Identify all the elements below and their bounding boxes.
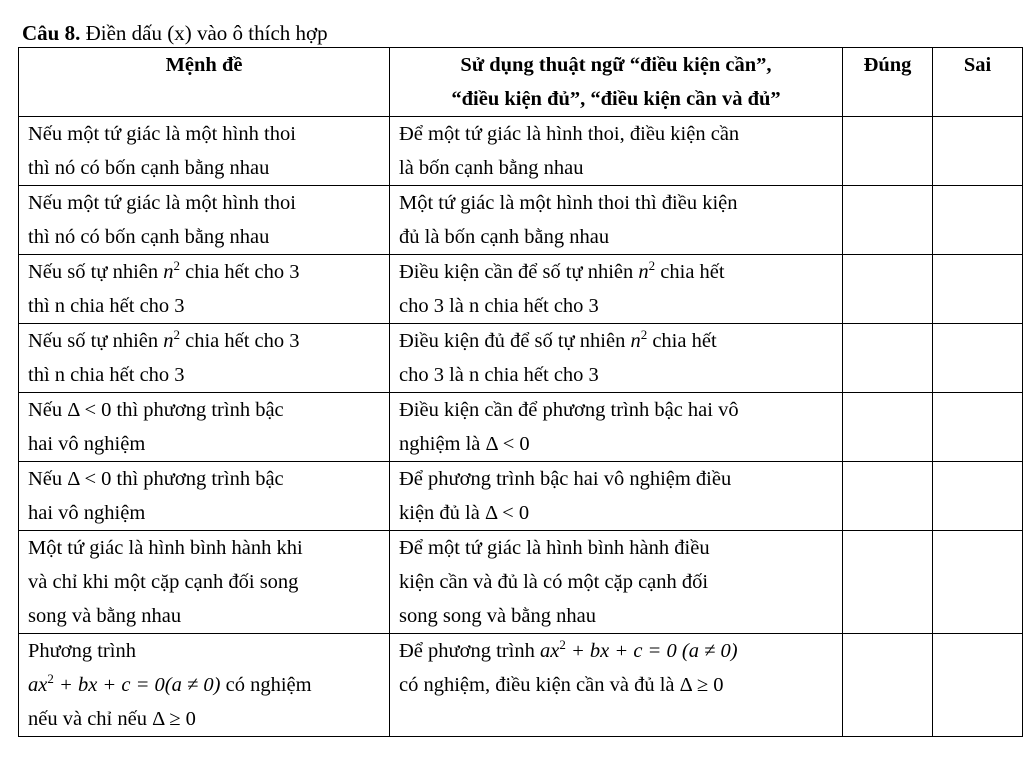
answer-false-cell[interactable]	[933, 186, 1023, 255]
question-instruction: Điền dấu (x) vào ô thích hợp	[85, 21, 328, 45]
table-row	[19, 186, 1023, 255]
answer-true-cell[interactable]	[843, 117, 933, 186]
table-row	[19, 324, 1023, 393]
proposition-cell: Nếu một tứ giác là một hình thoi thì nó có bốn cạnh bằng nhau	[19, 186, 390, 255]
answer-true-cell[interactable]	[843, 531, 933, 634]
statement-cell: Điều kiện cần để số tự nhiên $n^2$ chia hết cho 3 là n chia hết cho 3	[390, 255, 843, 324]
answer-false-cell[interactable]	[933, 117, 1023, 186]
proposition-cell: Nếu Δ < 0 thì phương trình bậc hai vô nghiệm	[19, 462, 390, 531]
header-false: Sai	[933, 48, 1023, 117]
statement-cell: Để phương trình bậc hai vô nghiệm điều kiện đủ là Δ < 0	[390, 462, 843, 531]
proposition-cell: Nếu số tự nhiên $n^2$ chia hết cho 3 thì n chia hết cho 3	[19, 255, 390, 324]
statement-cell: Để phương trình $ax^2$ + bx + c = 0 (a ≠ 0) có nghiệm, điều kiện cần và đủ là Δ ≥ 0	[390, 634, 843, 737]
proposition-cell: Nếu một tứ giác là một hình thoi thì nó có bốn cạnh bằng nhau	[19, 117, 390, 186]
answer-true-cell[interactable]	[843, 255, 933, 324]
table-row	[19, 117, 1023, 186]
header-row	[19, 48, 1023, 117]
answer-true-cell[interactable]	[843, 324, 933, 393]
answer-false-cell[interactable]	[933, 324, 1023, 393]
table-row	[19, 462, 1023, 531]
answer-true-cell[interactable]	[843, 462, 933, 531]
answer-false-cell[interactable]	[933, 255, 1023, 324]
answer-true-cell[interactable]	[843, 634, 933, 737]
quiz-table	[18, 47, 1023, 737]
statement-cell: Điều kiện cần để phương trình bậc hai vô nghiệm là Δ < 0	[390, 393, 843, 462]
header-true: Đúng	[843, 48, 933, 117]
statement-cell: Để một tứ giác là hình thoi, điều kiện cần là bốn cạnh bằng nhau	[390, 117, 843, 186]
answer-false-cell[interactable]	[933, 531, 1023, 634]
question-number: Câu 8.	[22, 21, 81, 45]
proposition-cell: Phương trình $ax^2$ + bx + c = 0(a ≠ 0) có nghiệm nếu và chỉ nếu Δ ≥ 0	[19, 634, 390, 737]
header-proposition: Mệnh đề	[19, 48, 390, 117]
table-row	[19, 634, 1023, 737]
table-row	[19, 531, 1023, 634]
proposition-cell: Nếu số tự nhiên $n^2$ chia hết cho 3 thì n chia hết cho 3	[19, 324, 390, 393]
answer-true-cell[interactable]	[843, 186, 933, 255]
answer-false-cell[interactable]	[933, 634, 1023, 737]
table-row	[19, 255, 1023, 324]
table-row	[19, 393, 1023, 462]
answer-true-cell[interactable]	[843, 393, 933, 462]
proposition-cell: Nếu Δ < 0 thì phương trình bậc hai vô nghiệm	[19, 393, 390, 462]
statement-cell: Một tứ giác là một hình thoi thì điều kiện đủ là bốn cạnh bằng nhau	[390, 186, 843, 255]
header-terminology: Sử dụng thuật ngữ “điều kiện cần”, “điều kiện đủ”, “điều kiện cần và đủ”	[390, 48, 843, 117]
answer-false-cell[interactable]	[933, 462, 1023, 531]
statement-cell: Để một tứ giác là hình bình hành điều kiện cần và đủ là có một cặp cạnh đối song song và bằng nhau	[390, 531, 843, 634]
proposition-cell: Một tứ giác là hình bình hành khi và chỉ khi một cặp cạnh đối song song và bằng nhau	[19, 531, 390, 634]
question-title	[22, 20, 328, 46]
answer-false-cell[interactable]	[933, 393, 1023, 462]
statement-cell: Điều kiện đủ để số tự nhiên $n^2$ chia hết cho 3 là n chia hết cho 3	[390, 324, 843, 393]
